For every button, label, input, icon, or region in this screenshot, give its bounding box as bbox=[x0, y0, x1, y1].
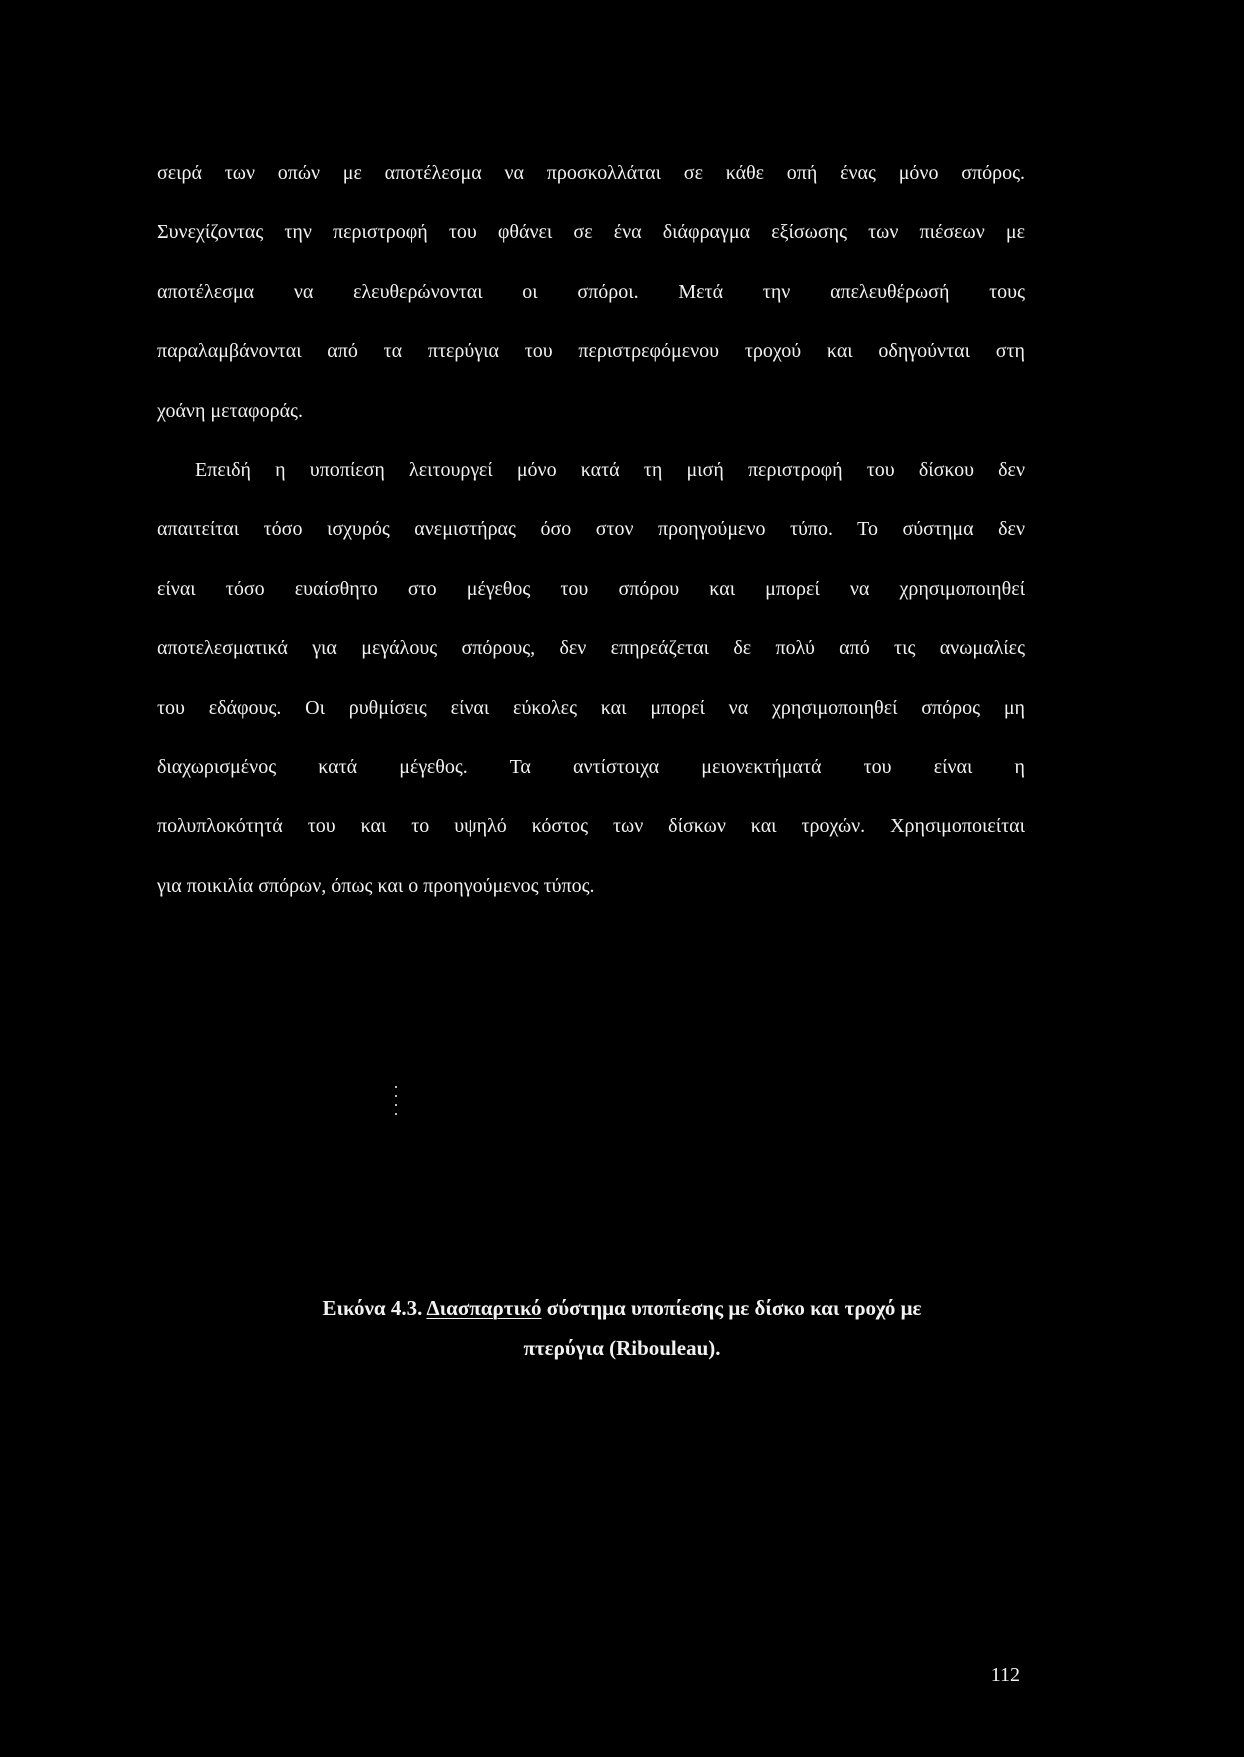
dot-mark bbox=[395, 1095, 397, 1097]
dot-mark bbox=[395, 1113, 397, 1115]
paragraph-1-line: χοάνη μεταφοράς. bbox=[157, 399, 303, 422]
dot-mark bbox=[395, 1104, 397, 1106]
paragraph-1-line: σειρά των οπών με αποτέλεσμα να προσκολλάται σε κάθε οπή ένας μόνο σπόρος. bbox=[157, 162, 1025, 184]
figure-remnant-dots bbox=[395, 1086, 398, 1126]
paragraph-2 bbox=[157, 441, 1025, 916]
figure-caption bbox=[157, 1288, 1087, 1368]
paragraph-2-line: είναι τόσο ευαίσθητο στο μέγεθος του σπόρου και μπορεί να χρησιμοποιηθεί bbox=[157, 577, 1025, 600]
paragraph-2-line: αποτελεσματικά για μεγάλους σπόρους, δεν επηρεάζεται δε πολύ από τις ανωμαλίες bbox=[157, 637, 1025, 660]
paragraph-2-line: διαχωρισμένος κατά μέγεθος. Τα αντίστοιχα μειονεκτήματά του είναι η bbox=[157, 756, 1025, 779]
paragraph-2-line: Επειδή η υποπίεση λειτουργεί μόνο κατά τη μισή περιστροφή του δίσκου δεν bbox=[195, 459, 1025, 482]
dot-mark bbox=[395, 1086, 397, 1088]
paragraph-2-line: του εδάφους. Οι ρυθμίσεις είναι εύκολες και μπορεί να χρησιμοποιηθεί σπόρος μη bbox=[157, 696, 1025, 719]
paragraph-1-line: Συνεχίζοντας την περιστροφή του φθάνει σε ένα διάφραγμα εξίσωσης των πιέσεων με bbox=[157, 221, 1025, 244]
body-text bbox=[157, 144, 1025, 916]
paragraph-2-line: πολυπλοκότητά του και το υψηλό κόστος των δίσκων και τροχών. Χρησιμοποιείται bbox=[157, 815, 1025, 838]
caption-line-1 bbox=[157, 1288, 1087, 1328]
figure-placeholder bbox=[157, 900, 1025, 1260]
caption-label: Εικόνα 4.3. bbox=[322, 1296, 423, 1320]
paragraph-2-line: για ποικιλία σπόρων, όπως και ο προηγούμενος τύπος. bbox=[157, 874, 595, 897]
paragraph-1-line: αποτέλεσμα να ελευθερώνονται οι σπόροι. Μετά την απελευθέρωσή τους bbox=[157, 280, 1025, 303]
paragraph-2-line: απαιτείται τόσο ισχυρός ανεμιστήρας όσο στον προηγούμενο τύπο. Το σύστημα δεν bbox=[157, 518, 1025, 541]
paragraph-1-line: παραλαμβάνονται από τα πτερύγια του περιστρεφόμενου τροχού και οδηγούνται στη bbox=[157, 340, 1025, 363]
paragraph-1 bbox=[157, 144, 1025, 441]
caption-title-rest: σύστημα υποπίεσης με δίσκο και τροχό με bbox=[541, 1296, 922, 1320]
page-number: 112 bbox=[990, 1664, 1020, 1686]
caption-line-2: πτερύγια (Ribouleau). bbox=[523, 1336, 721, 1360]
caption-title-underlined: Διασπαρτικό bbox=[426, 1296, 542, 1320]
